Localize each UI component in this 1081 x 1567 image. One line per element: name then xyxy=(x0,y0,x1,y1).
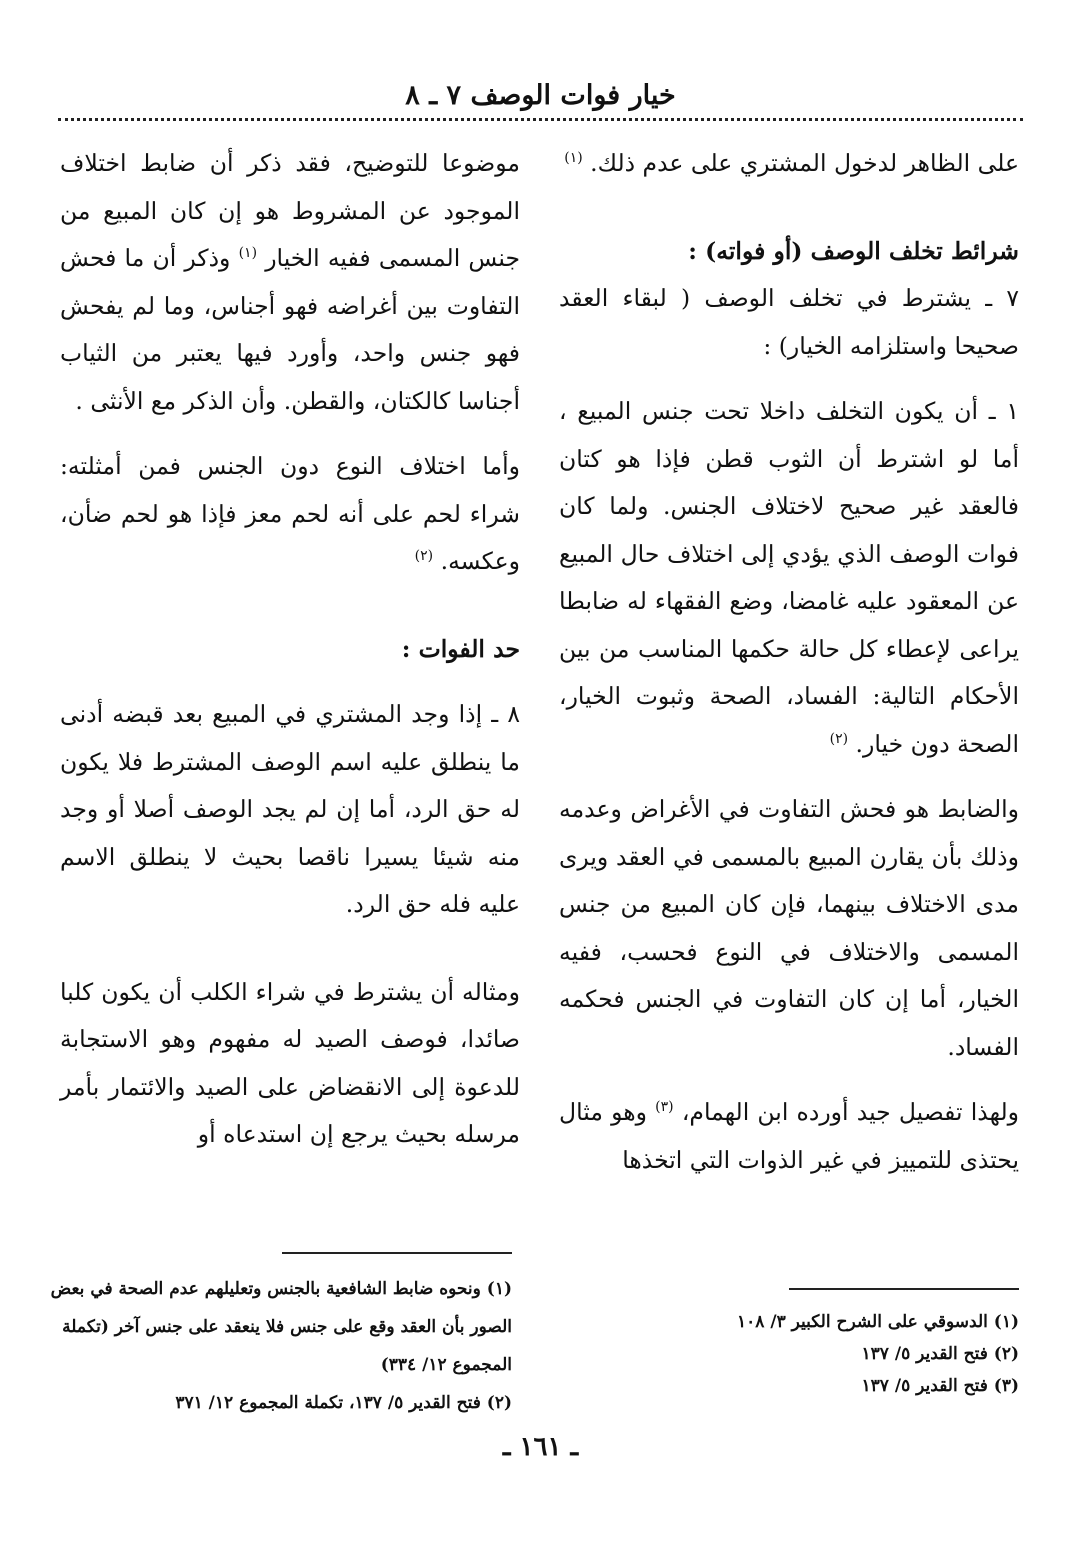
paragraph-text: موضوعا للتوضيح، فقد ذكر أن ضابط اختلاف الموجود عن المشروط هو إن كان المبيع من جنس المسمى ففيه الخيار xyxy=(60,149,520,272)
paragraph-text: وذكر أن ما فحش التفاوت بين أغراضه فهو أجناس، وما لم يفحش فهو جنس واحد، وأورد فيها يعتبر من الثياب أجناسا كالكتان، والقطن. وأن الذكر مع الأنثى . xyxy=(60,244,520,415)
section-heading: شرائط تخلف الوصف (أو فواته) : xyxy=(688,236,1019,265)
running-header: خيار فوات الوصف ٧ ـ ٨ xyxy=(405,80,676,111)
footnote-rule xyxy=(282,1252,512,1254)
paragraph: والضابط هو فحش التفاوت في الأغراض وعدمه وذلك بأن يقارن المبيع بالمسمى في العقد ويرى مدى الاختلاف بينهما، فإن كان المبيع من جنس المسمى والاختلاف في النوع فحسب، ففيه الخيار، أما إن كان التفاوت في الجنس فحكمه الفساد. xyxy=(559,795,1019,1061)
right-column xyxy=(559,140,1019,1184)
paragraph: ٧ ـ يشترط في تخلف الوصف ( لبقاء العقد صحيحا واستلزامه الخيار) : xyxy=(559,284,1019,360)
footnote: (٢) فتح القدير ٥/ ١٣٧، تكملة المجموع ١٢/ ٣٧١ xyxy=(175,1393,512,1413)
footnote: (٣) فتح القدير ٥/ ١٣٧ xyxy=(861,1376,1019,1396)
footnote-ref: (١) xyxy=(564,150,583,167)
paragraph xyxy=(559,1089,1019,1184)
paragraph-text: وأما اختلاف النوع دون الجنس فمن أمثلته: شراء لحم على أنه لحم معز فإذا هو لحم ضأن، وعكسه. xyxy=(60,452,520,575)
footnote-ref: (٣) xyxy=(655,1099,674,1116)
footnote-ref: (١) xyxy=(238,245,258,262)
left-column xyxy=(60,140,520,1159)
paragraph-text: ١ ـ أن يكون التخلف داخلا تحت جنس المبيع ، أما لو اشترط أن الثوب قطن فإذا هو كتان فالعقد غير صحيح لاختلاف الجنس. ولما كان فوات الوصف الذي يؤدي إلى اختلاف حال المبيع عن المعقود عليه غامضا، وضع الفقهاء له ضابطا يراعى لإعطاء كل حالة حكمها المناسب من بين الأحكام التالية: الفساد، الصحة وثبوت الخيار، الصحة دون خيار. xyxy=(559,397,1019,758)
footnotes-right xyxy=(559,1306,1019,1402)
footnote: (١) ونحوه ضابط الشافعية بالجنس وتعليلهم عدم الصحة في بعض الصور بأن العقد وقع على جنس فلا ينعقد على جنس آخر (تكملة المجموع ١٢/ ٣٣٤) xyxy=(50,1279,512,1375)
paragraph-text: وهو مثال يحتذى للتمييز في غير الذوات التي اتخذها xyxy=(559,1098,1019,1174)
paragraph-text: ولهذا تفصيل جيد أورده ابن الهمام، xyxy=(681,1098,1019,1126)
header-dotted-rule xyxy=(58,118,1023,121)
section-heading: حد الفوات : xyxy=(401,634,520,663)
footnote-ref: (٢) xyxy=(414,548,434,565)
paragraph: ومثاله أن يشترط في شراء الكلب أن يكون كلبا صائدا، فوصف الصيد له مفهوم وهو الاستجابة للدعوة إلى الانقضاض على الصيد والائتمار بأمر مرسله بحيث يرجع إن استدعاه أو xyxy=(60,977,520,1148)
page-number: ـ ١٦١ ـ xyxy=(502,1432,579,1462)
paragraph xyxy=(559,140,1019,188)
footnotes-left xyxy=(50,1270,512,1422)
footnote-ref: (٢) xyxy=(829,730,849,747)
footnote: (١) الدسوقي على الشرح الكبير ٣/ ١٠٨ xyxy=(737,1312,1019,1332)
paragraph xyxy=(559,388,1019,768)
paragraph: ٨ ـ إذا وجد المشتري في المبيع بعد قبضه أدنى ما ينطلق عليه اسم الوصف المشترط فلا يكون له حق الرد، أما إن لم يجد الوصف أصلا أو وجد منه شيئا يسيرا ناقصا بحيث لا ينطلق الاسم عليه فله حق الرد. xyxy=(60,700,520,918)
paragraph-text: على الظاهر لدخول المشتري على عدم ذلك. xyxy=(590,149,1019,177)
footnote: (٢) فتح القدير ٥/ ١٣٧ xyxy=(861,1344,1019,1364)
paragraph xyxy=(60,140,520,425)
footnote-rule xyxy=(789,1288,1019,1290)
paragraph xyxy=(60,443,520,586)
